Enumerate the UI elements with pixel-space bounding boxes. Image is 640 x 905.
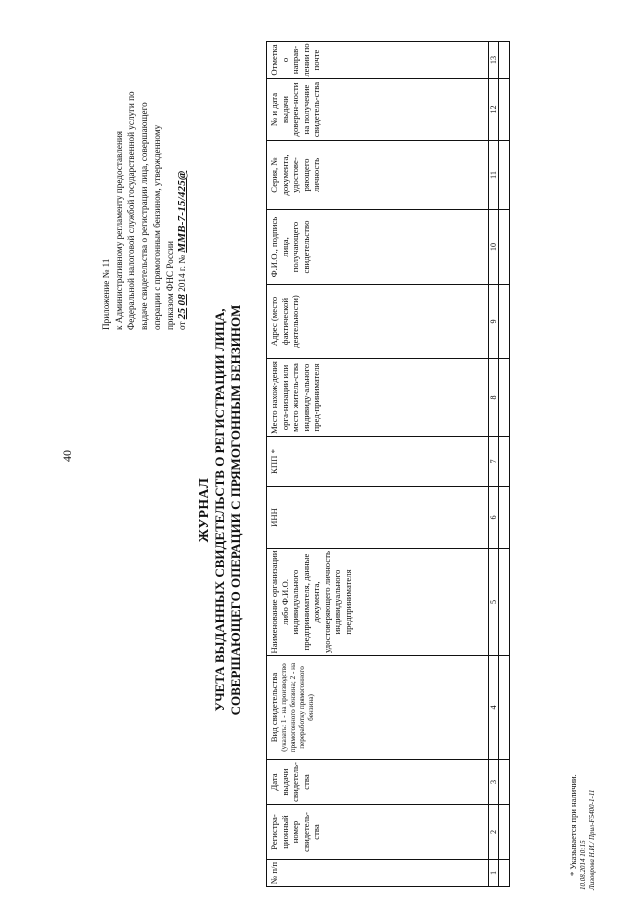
appendix-date-line [176, 60, 189, 330]
appendix-line: Федеральной налоговой службой государственной услуги по [126, 91, 137, 330]
column-header: № п/п [267, 860, 489, 887]
journal-table-wrap [266, 41, 510, 887]
column-header: Наименование организации либо Ф.И.О. индивидуального предпринимателя, данные документа, удостоверяющего личность индивидуального предпринимателя [267, 549, 489, 656]
order-number: ММВ-7-15/425@ [176, 170, 189, 253]
table-cell [499, 359, 510, 437]
column-header: № и дата выдачи доверен-ности на получение свидетель-ства [267, 79, 489, 141]
title-line-1: ЖУРНАЛ [196, 477, 211, 543]
table-cell [499, 805, 510, 860]
table-cell [499, 141, 510, 210]
column-number: 4 [489, 656, 499, 760]
column-number: 11 [489, 141, 499, 210]
column-header: Отметка о направ-лении по почте [267, 42, 489, 79]
column-header: Адрес (место фактической деятельности) [267, 285, 489, 359]
date-year: 2014 г. № [177, 255, 188, 292]
table-cell [499, 79, 510, 141]
appendix-line: приказом ФНС России [164, 241, 175, 330]
column-number-row [489, 42, 499, 887]
column-number: 8 [489, 359, 499, 437]
table-cell [499, 42, 510, 79]
table-cell [499, 437, 510, 487]
footnote-line: 10.08.2014 10:15 [579, 840, 587, 890]
table-header-row [267, 42, 489, 887]
table-cell [499, 487, 510, 549]
column-number: 2 [489, 805, 499, 860]
column-header-note: (указать: 1 - на производство прямогонного бензина; 2 - на переработку прямогонного бензина) [279, 662, 315, 753]
table-row [499, 42, 510, 887]
column-number: 13 [489, 42, 499, 79]
column-number: 6 [489, 487, 499, 549]
column-number: 7 [489, 437, 499, 487]
appendix-title: Приложение № 11 [101, 258, 111, 330]
table-cell [499, 760, 510, 805]
journal-table [266, 41, 510, 887]
appendix-line: к Административному регламенту предоставления [113, 131, 124, 330]
appendix-line: выдаче свидетельства о регистрации лица, совершающего [139, 102, 150, 330]
column-header: Вид свидетельства (указать: 1 - на производство прямогонного бензина; 2 - на переработку прямогонного бензина) [267, 656, 489, 760]
column-header: Серия, № документа, удостове-ряющего личность [267, 141, 489, 210]
title-line-3: СОВЕРШАЮЩЕГО ОПЕРАЦИИ С ПРЯМОГОННЫМ БЕНЗИНОМ [227, 304, 243, 716]
column-header: ИНН [267, 487, 489, 549]
appendix-line: операции с прямогонным бензином, утвержденному [151, 124, 162, 330]
appendix-header-wrap [100, 60, 189, 330]
table-cell [499, 656, 510, 760]
document-title [196, 230, 243, 790]
date-prefix: от [177, 321, 188, 330]
title-line-2: УЧЕТА ВЫДАННЫХ СВИДЕТЕЛЬСТВ О РЕГИСТРАЦИИ ЛИЦА, [212, 308, 227, 712]
footnote-wrap [568, 774, 597, 890]
table-cell [499, 549, 510, 656]
table-cell [499, 285, 510, 359]
page-number: 40 [60, 450, 74, 462]
table-cell [499, 210, 510, 285]
footnote [568, 774, 597, 890]
column-number: 5 [489, 549, 499, 656]
column-number: 1 [489, 860, 499, 887]
footnote-line: Лизоврова Н.И./ Прил-F5400-1-11 [588, 789, 596, 890]
column-header: Ф.И.О., подпись лица, получающего свидетельство [267, 210, 489, 285]
column-number: 10 [489, 210, 499, 285]
title-wrap [196, 230, 243, 790]
column-number: 9 [489, 285, 499, 359]
column-header: КПП * [267, 437, 489, 487]
column-number: 3 [489, 760, 499, 805]
column-number: 12 [489, 79, 499, 141]
footnote-text: * Указывается при наличии. [568, 774, 578, 876]
table-cell [499, 860, 510, 887]
date-day: 25 [176, 307, 189, 320]
date-month: 08 [176, 294, 189, 306]
column-header: Регистра-ционный номер свидетель-ства [267, 805, 489, 860]
column-header: Дата выдачи свидетель-ства [267, 760, 489, 805]
appendix-header [100, 60, 189, 330]
column-header: Место нахож-дения орга-низации или место житель-ства индивиду-ального пред-принимателя [267, 359, 489, 437]
